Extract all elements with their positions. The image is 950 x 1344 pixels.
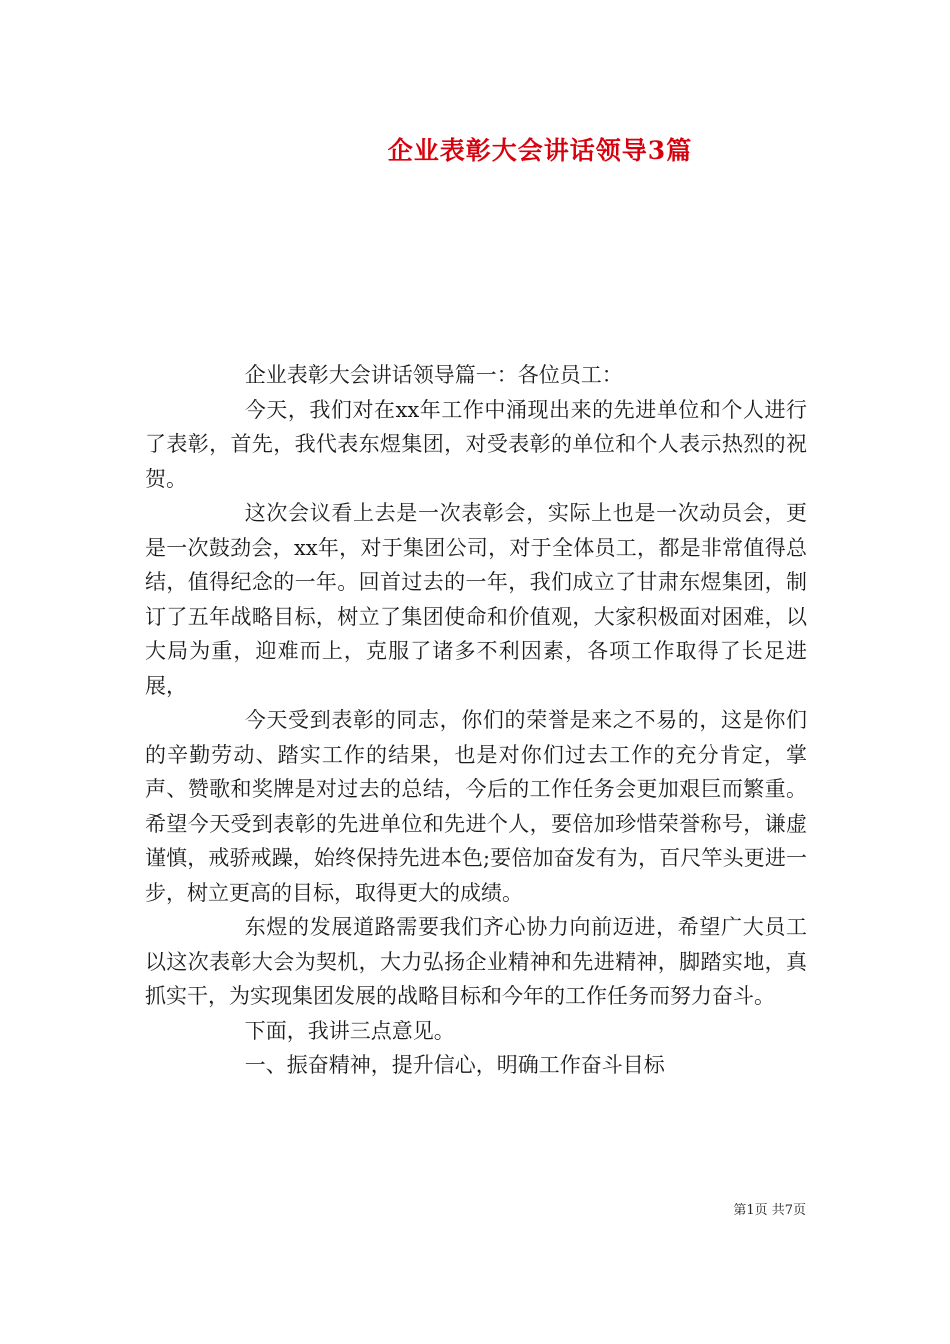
- document-title: 企业表彰大会讲话领导3篇: [387, 136, 693, 165]
- section-heading-1: 一、振奋精神，提升信心，明确工作奋斗目标: [244, 1053, 665, 1077]
- document-body: [145, 358, 807, 1083]
- paragraph-2: 这次会议看上去是一次表彰会，实际上也是一次动员会，更是一次鼓劲会，xx年，对于集团公司，对于全体员工，都是非常值得总结，值得纪念的一年。回首过去的一年，我们成立了甘肃东煜集团，制订了五年战略目标，树立了集团使命和价值观，大家积极面对困难，以大局为重，迎难而上，克服了诸多不利因素，各项工作取得了长足进展，: [145, 501, 807, 698]
- paragraph-1: 今天，我们对在xx年工作中涌现出来的先进单位和个人进行了表彰，首先，我代表东煜集团，对受表彰的单位和个人表示热烈的祝贺。: [145, 397, 807, 491]
- paragraph-4: 东煜的发展道路需要我们齐心协力向前迈进，希望广大员工以这次表彰大会为契机，大力弘扬企业精神和先进精神，脚踏实地，真抓实干，为实现集团发展的战略目标和今年的工作任务而努力奋斗。: [145, 915, 807, 1008]
- page-number-footer: 第1页 共7页: [733, 1203, 806, 1218]
- paragraph-salutation: 企业表彰大会讲话领导篇一：各位员工：: [244, 363, 623, 387]
- paragraph-5: 下面，我讲三点意见。: [244, 1018, 455, 1043]
- paragraph-3: 今天受到表彰的同志，你们的荣誉是来之不易的，这是你们的辛勤劳动、踏实工作的结果，也是对你们过去工作的充分肯定，掌声、赞歌和奖牌是对过去的总结，今后的工作任务会更加艰巨而繁重。希望今天受到表彰的先进单位和先进个人，要倍加珍惜荣誉称号，谦虚谨慎，戒骄戒躁，始终保持先进本色;要倍加奋发有为，百尺竿头更进一步，树立更高的目标，取得更大的成绩。: [145, 708, 807, 905]
